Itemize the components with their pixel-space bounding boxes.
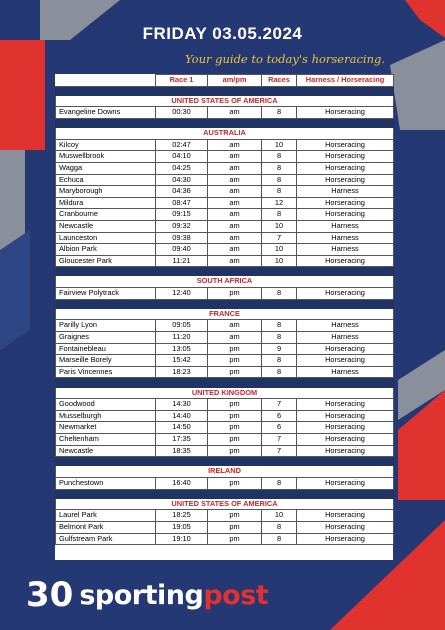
race1-time-cell: 09:40 <box>156 244 208 256</box>
race-type-cell: Horseracing <box>297 433 394 445</box>
venue-cell: Goodwood <box>56 399 156 411</box>
venue-cell: Newmarket <box>56 422 156 434</box>
ampm-cell: pm <box>208 510 262 522</box>
schedule-table <box>55 74 394 545</box>
country-heading-row <box>56 498 394 510</box>
race1-time-cell: 04:36 <box>156 186 208 198</box>
venue-cell: Kilcoy <box>56 139 156 151</box>
venue-cell: Laurel Park <box>56 510 156 522</box>
country-heading: FRANCE <box>56 308 394 320</box>
country-heading: UNITED STATES OF AMERICA <box>56 498 394 510</box>
races-count-cell: 10 <box>262 244 297 256</box>
table-row <box>56 410 394 422</box>
ampm-cell: am <box>208 151 262 163</box>
race1-time-cell: 04:30 <box>156 174 208 186</box>
races-count-cell: 10 <box>262 139 297 151</box>
page-title: FRIDAY 03.05.2024 <box>142 24 303 43</box>
race-type-cell: Horseracing <box>297 521 394 533</box>
races-count-cell: 7 <box>262 445 297 457</box>
section-divider-cell <box>56 118 394 127</box>
race-type-cell: Horseracing <box>297 399 394 411</box>
race1-time-cell: 13:05 <box>156 343 208 355</box>
section-divider-cell <box>56 489 394 498</box>
race1-time-cell: 15:42 <box>156 355 208 367</box>
races-count-cell: 8 <box>262 288 297 300</box>
venue-cell: Evangeline Downs <box>56 107 156 119</box>
race-type-cell: Horseracing <box>297 174 394 186</box>
table-row <box>56 533 394 545</box>
races-count-cell: 8 <box>262 477 297 489</box>
race-type-cell: Horseracing <box>297 477 394 489</box>
race-type-cell: Harness <box>297 320 394 332</box>
red-shape-left-top <box>0 40 45 150</box>
table-row <box>56 332 394 344</box>
race-type-cell: Horseracing <box>297 255 394 267</box>
country-heading-row <box>56 128 394 140</box>
race-type-cell: Harness <box>297 220 394 232</box>
table-row <box>56 355 394 367</box>
table-header-row <box>56 75 394 87</box>
race-type-cell: Horseracing <box>297 410 394 422</box>
table-row <box>56 510 394 522</box>
ampm-cell: am <box>208 174 262 186</box>
country-heading: AUSTRALIA <box>56 128 394 140</box>
races-count-cell: 8 <box>262 366 297 378</box>
venue-cell: Newcastle <box>56 445 156 457</box>
race-type-cell: Harness <box>297 332 394 344</box>
venue-cell: Gulfstream Park <box>56 533 156 545</box>
races-count-cell: 8 <box>262 107 297 119</box>
tagline: Your guide to today's horseracing. <box>185 52 385 66</box>
table-row <box>56 151 394 163</box>
country-heading: UNITED KINGDOM <box>56 387 394 399</box>
race-type-cell: Horseracing <box>297 445 394 457</box>
country-heading-row <box>56 387 394 399</box>
races-count-cell: 6 <box>262 422 297 434</box>
table-row <box>56 255 394 267</box>
races-count-cell: 7 <box>262 232 297 244</box>
race-type-cell: Horseracing <box>297 107 394 119</box>
race-type-cell: Horseracing <box>297 209 394 221</box>
ampm-cell: am <box>208 320 262 332</box>
ampm-cell: pm <box>208 477 262 489</box>
ampm-cell: am <box>208 332 262 344</box>
venue-cell: Maryborough <box>56 186 156 198</box>
ampm-cell: am <box>208 209 262 221</box>
logo-wordmark <box>79 580 268 611</box>
ampm-cell: pm <box>208 533 262 545</box>
table-row <box>56 320 394 332</box>
table-row <box>56 288 394 300</box>
race-type-cell: Horseracing <box>297 533 394 545</box>
race1-time-cell: 19:10 <box>156 533 208 545</box>
ampm-cell: am <box>208 220 262 232</box>
race-type-cell: Horseracing <box>297 510 394 522</box>
race-type-cell: Harness <box>297 186 394 198</box>
race-type-cell: Harness <box>297 232 394 244</box>
race1-time-cell: 04:10 <box>156 151 208 163</box>
table-row <box>56 162 394 174</box>
race-type-cell: Horseracing <box>297 162 394 174</box>
column-header-ampm: am/pm <box>208 75 262 87</box>
venue-cell: Paris Vincennes <box>56 366 156 378</box>
country-heading-row <box>56 308 394 320</box>
race1-time-cell: 00:30 <box>156 107 208 119</box>
section-divider <box>56 299 394 308</box>
ampm-cell: am <box>208 244 262 256</box>
grey-shape-right <box>390 40 445 130</box>
venue-cell: Fontainebleau <box>56 343 156 355</box>
venue-cell: Gloucester Park <box>56 255 156 267</box>
section-divider-cell <box>56 267 394 276</box>
races-count-cell: 8 <box>262 533 297 545</box>
race1-time-cell: 09:15 <box>156 209 208 221</box>
race-type-cell: Harness <box>297 244 394 256</box>
races-count-cell: 10 <box>262 220 297 232</box>
race-type-cell: Horseracing <box>297 288 394 300</box>
races-count-cell: 8 <box>262 186 297 198</box>
table-row <box>56 366 394 378</box>
sporting-post-logo <box>26 575 268 615</box>
race1-time-cell: 09:38 <box>156 232 208 244</box>
country-heading-row <box>56 276 394 288</box>
races-count-cell: 8 <box>262 151 297 163</box>
venue-cell: Muswellbrook <box>56 151 156 163</box>
ampm-cell: pm <box>208 355 262 367</box>
venue-cell: Echuca <box>56 174 156 186</box>
race1-time-cell: 14:30 <box>156 399 208 411</box>
race1-time-cell: 08:47 <box>156 197 208 209</box>
races-count-cell: 7 <box>262 433 297 445</box>
races-count-cell: 8 <box>262 521 297 533</box>
table-row <box>56 521 394 533</box>
ampm-cell: pm <box>208 288 262 300</box>
section-divider <box>56 457 394 466</box>
section-divider <box>56 86 394 95</box>
races-count-cell: 8 <box>262 355 297 367</box>
table-row <box>56 445 394 457</box>
section-divider-cell <box>56 299 394 308</box>
race1-time-cell: 14:40 <box>156 410 208 422</box>
race-type-cell: Horseracing <box>297 139 394 151</box>
column-header-type: Harness / Horseracing <box>297 75 394 87</box>
ampm-cell: am <box>208 162 262 174</box>
logo-brand-part1: sporting <box>79 579 204 611</box>
races-count-cell: 9 <box>262 343 297 355</box>
table-row <box>56 343 394 355</box>
ampm-cell: pm <box>208 343 262 355</box>
country-heading-row <box>56 466 394 478</box>
logo-brand-part2: post <box>203 579 269 611</box>
venue-cell: Graignes <box>56 332 156 344</box>
race1-time-cell: 09:32 <box>156 220 208 232</box>
races-count-cell: 10 <box>262 510 297 522</box>
column-header-venue <box>56 75 156 87</box>
venue-cell: Newcastle <box>56 220 156 232</box>
ampm-cell: am <box>208 197 262 209</box>
table-row <box>56 399 394 411</box>
grey-shape-left <box>0 150 25 250</box>
table-row <box>56 107 394 119</box>
race1-time-cell: 18:23 <box>156 366 208 378</box>
race1-time-cell: 12:40 <box>156 288 208 300</box>
venue-cell: Wagga <box>56 162 156 174</box>
venue-cell: Punchestown <box>56 477 156 489</box>
venue-cell: Mildura <box>56 197 156 209</box>
section-divider-cell <box>56 86 394 95</box>
race1-time-cell: 04:25 <box>156 162 208 174</box>
ampm-cell: pm <box>208 399 262 411</box>
races-count-cell: 6 <box>262 410 297 422</box>
venue-cell: Cheltenham <box>56 433 156 445</box>
races-count-cell: 10 <box>262 255 297 267</box>
ampm-cell: pm <box>208 422 262 434</box>
race1-time-cell: 18:25 <box>156 510 208 522</box>
section-divider-cell <box>56 378 394 387</box>
races-count-cell: 8 <box>262 174 297 186</box>
table-row <box>56 244 394 256</box>
ampm-cell: am <box>208 255 262 267</box>
venue-cell: Belmont Park <box>56 521 156 533</box>
races-count-cell: 8 <box>262 209 297 221</box>
venue-cell: Cranbourne <box>56 209 156 221</box>
ampm-cell: am <box>208 139 262 151</box>
race1-time-cell: 09:05 <box>156 320 208 332</box>
schedule-body <box>56 86 394 545</box>
table-row <box>56 174 394 186</box>
race1-time-cell: 11:21 <box>156 255 208 267</box>
table-row <box>56 232 394 244</box>
section-divider <box>56 267 394 276</box>
ampm-cell: am <box>208 232 262 244</box>
ampm-cell: am <box>208 186 262 198</box>
race1-time-cell: 19:05 <box>156 521 208 533</box>
venue-cell: Marseille Borely <box>56 355 156 367</box>
venue-cell: Fairview Polytrack <box>56 288 156 300</box>
section-divider <box>56 118 394 127</box>
race1-time-cell: 16:40 <box>156 477 208 489</box>
venue-cell: Musselburgh <box>56 410 156 422</box>
race-type-cell: Horseracing <box>297 422 394 434</box>
table-row <box>56 197 394 209</box>
table-row <box>56 422 394 434</box>
race-type-cell: Horseracing <box>297 343 394 355</box>
race-type-cell: Harness <box>297 366 394 378</box>
races-count-cell: 7 <box>262 399 297 411</box>
table-row <box>56 139 394 151</box>
race-type-cell: Horseracing <box>297 355 394 367</box>
section-divider <box>56 378 394 387</box>
venue-cell: Albion Park <box>56 244 156 256</box>
table-row <box>56 186 394 198</box>
country-heading: SOUTH AFRICA <box>56 276 394 288</box>
races-count-cell: 8 <box>262 162 297 174</box>
race1-time-cell: 11:20 <box>156 332 208 344</box>
logo-30-years: 30 <box>26 575 74 615</box>
dark-shape-left <box>0 230 30 350</box>
table-row <box>56 220 394 232</box>
column-header-races: Races <box>262 75 297 87</box>
table-row <box>56 209 394 221</box>
race1-time-cell: 02:47 <box>156 139 208 151</box>
ampm-cell: pm <box>208 366 262 378</box>
races-count-cell: 8 <box>262 332 297 344</box>
ampm-cell: am <box>208 107 262 119</box>
venue-cell: Parilly Lyon <box>56 320 156 332</box>
country-heading-row <box>56 95 394 107</box>
race1-time-cell: 18:35 <box>156 445 208 457</box>
race1-time-cell: 17:35 <box>156 433 208 445</box>
races-count-cell: 8 <box>262 320 297 332</box>
ampm-cell: pm <box>208 433 262 445</box>
section-divider <box>56 489 394 498</box>
venue-cell: Launceston <box>56 232 156 244</box>
table-row <box>56 433 394 445</box>
ampm-cell: pm <box>208 521 262 533</box>
race-type-cell: Horseracing <box>297 197 394 209</box>
country-heading: UNITED STATES OF AMERICA <box>56 95 394 107</box>
racing-schedule-sheet <box>55 74 393 560</box>
section-divider-cell <box>56 457 394 466</box>
country-heading: IRELAND <box>56 466 394 478</box>
races-count-cell: 12 <box>262 197 297 209</box>
ampm-cell: pm <box>208 445 262 457</box>
table-row <box>56 477 394 489</box>
race-type-cell: Horseracing <box>297 151 394 163</box>
ampm-cell: pm <box>208 410 262 422</box>
column-header-race1: Race 1 <box>156 75 208 87</box>
race1-time-cell: 14:50 <box>156 422 208 434</box>
